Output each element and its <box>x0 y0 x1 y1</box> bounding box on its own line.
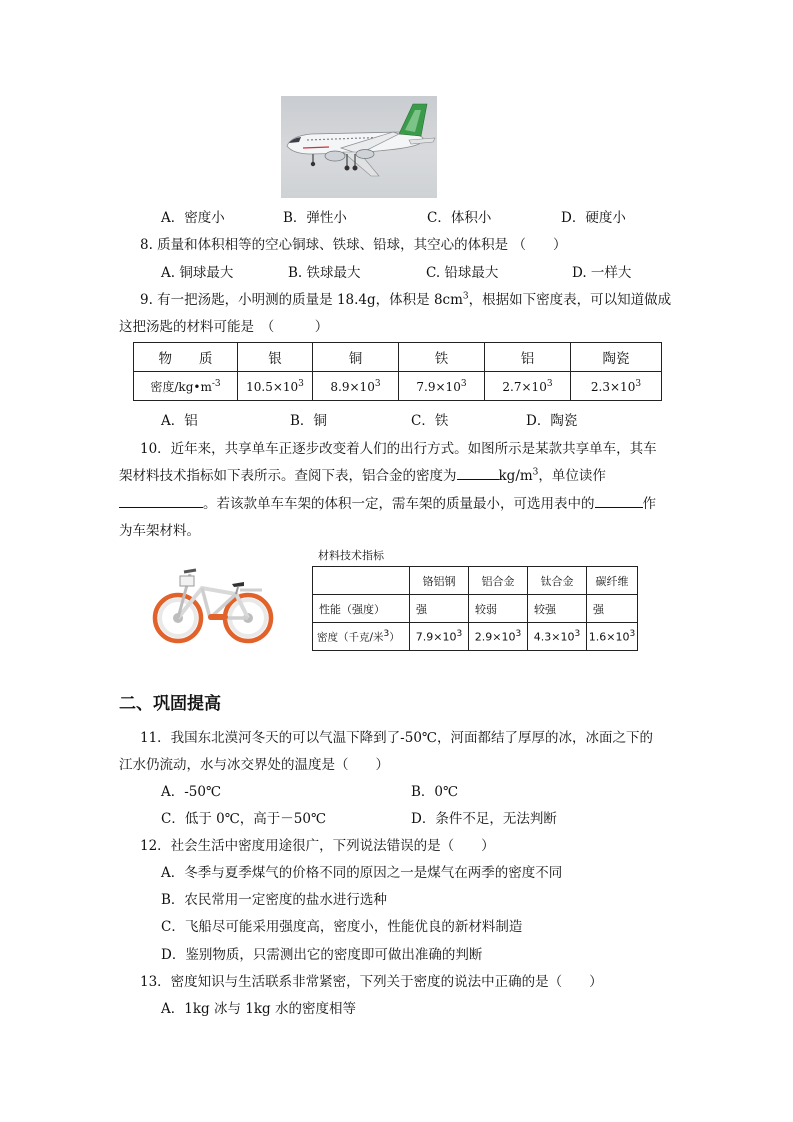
value-text: 7.9×10 <box>416 379 461 394</box>
q10-table-header-cell: 铬铝钢 <box>410 567 469 595</box>
value-sup: 3 <box>629 629 636 640</box>
section-heading: 二、巩固提高 <box>119 694 221 714</box>
q9-option-c: C．铁 <box>411 413 449 429</box>
q12-stem: 12．社会生活中密度用途很广，下列说法错误的是（ ） <box>140 838 495 854</box>
q8-option-b: B. 铁球最大 <box>288 265 361 281</box>
q9-option-b: B．铜 <box>290 413 327 429</box>
q8-option-c: C. 铅球最大 <box>426 265 499 281</box>
q10-table-corner-cell <box>313 567 410 595</box>
label-end: ） <box>389 631 400 644</box>
value-sup: 3 <box>515 629 522 640</box>
q10-table-strength-row <box>313 595 638 623</box>
airplane-photo <box>281 96 437 198</box>
q9-row-label-text: 密度/kg•m <box>150 379 212 394</box>
q9-table-row-label <box>134 372 238 401</box>
q9-density-table <box>133 342 662 401</box>
q9-table-value-cell <box>571 372 662 401</box>
q10-table-header-cell: 钛合金 <box>528 567 587 595</box>
q9-row-label-sup: -3 <box>211 378 221 389</box>
q10-line3-text-b: 作 <box>642 496 656 512</box>
q10-material-table <box>312 566 638 651</box>
q8-option-a: A. 铜球最大 <box>161 265 234 281</box>
q9-table-header-cell: 铝 <box>485 343 571 372</box>
q9-table-header-row <box>134 343 662 372</box>
q7-option-c: C．体积小 <box>427 210 492 226</box>
q9-table-value-cell <box>313 372 399 401</box>
q10-line2-text: 架材料技术指标如下表所示。查阅下表，铝合金的密度为 <box>119 468 457 484</box>
q9-option-d: D．陶瓷 <box>526 413 578 429</box>
q12-option-c: C．飞船尽可能采用强度高，密度小，性能优良的新材料制造 <box>161 919 523 935</box>
q12-option-a: A．冬季与夏季煤气的价格不同的原因之一是煤气在两季的密度不同 <box>161 865 563 881</box>
value-sup: 3 <box>456 629 463 640</box>
q9-table-value-cell <box>238 372 313 401</box>
q9-option-a: A．铝 <box>161 413 198 429</box>
value-sup: 3 <box>546 378 553 389</box>
q11-line2: 江水仍流动，水与冰交界处的温度是（ ） <box>119 757 389 773</box>
answer-blank[interactable] <box>457 465 499 480</box>
value-text: 8.9×10 <box>330 379 375 394</box>
q13-option-a: A．1kg 冰与 1kg 水的密度相等 <box>161 1001 356 1017</box>
q10-table-cell <box>528 623 587 651</box>
q9-table-header-cell: 物 质 <box>134 343 238 372</box>
q11-line1: 11．我国东北漠河冬天的可以气温下降到了-50℃，河面都结了厚厚的冰，冰面之下的 <box>140 730 654 746</box>
q10-table-row-label: 性能（强度） <box>313 595 410 623</box>
q10-table-cell: 强 <box>587 595 638 623</box>
q10-table-cell <box>410 623 469 651</box>
value-text: 7.9×10 <box>415 630 457 644</box>
q10-line4: 为车架材料。 <box>119 523 200 539</box>
q12-option-b: B．农民常用一定密度的盐水进行选种 <box>161 892 387 908</box>
q10-line1: 10．近年来，共享单车正逐步改变着人们的出行方式。如图所示是某款共享单车，其车 <box>140 441 657 457</box>
q11-option-b: B．0℃ <box>411 784 459 800</box>
q10-line2 <box>119 464 606 484</box>
q13-stem: 13．密度知识与生活联系非常紧密，下列关于密度的说法中正确的是（ ） <box>140 974 603 990</box>
q12-option-d: D．鉴别物质，只需测出它的密度即可做出准确的判断 <box>161 947 483 963</box>
q10-table-row-label <box>313 623 410 651</box>
q9-table-header-cell: 铜 <box>313 343 399 372</box>
q9-table-density-row <box>134 372 662 401</box>
bicycle-icon <box>150 560 276 646</box>
value-sup: 3 <box>460 378 467 389</box>
q10-unit-sup: 3 <box>532 467 539 478</box>
q9-stem-line2: 这把汤匙的材料可能是 （ ） <box>119 319 329 335</box>
label-text: 密度（千克/米 <box>317 631 384 644</box>
q9-table-header-cell: 铁 <box>399 343 485 372</box>
value-text: 2.3×10 <box>590 379 636 394</box>
q11-option-d: D．条件不足，无法判断 <box>411 811 557 827</box>
value-text: 2.7×10 <box>502 379 547 394</box>
q9-stem-text-b: ，根据如下密度表，可以知道做成 <box>468 292 672 308</box>
q10-table-header-row <box>313 567 638 595</box>
value-text: 2.9×10 <box>474 630 516 644</box>
q10-line2-text-b: ，单位读作 <box>538 468 606 484</box>
q9-table-header-cell: 银 <box>238 343 313 372</box>
q10-table-cell: 较强 <box>528 595 587 623</box>
label-sup: 3 <box>383 628 390 639</box>
q7-option-b: B．弹性小 <box>283 210 347 226</box>
q10-table-cell: 强 <box>410 595 469 623</box>
answer-blank[interactable] <box>595 493 643 508</box>
q7-option-a: A．密度小 <box>161 210 225 226</box>
value-sup: 3 <box>298 378 304 389</box>
q10-table-cell <box>587 623 638 651</box>
q10-line3 <box>119 492 656 512</box>
q11-option-a: A．-50℃ <box>161 784 222 800</box>
value-text: 10.5×10 <box>246 379 299 394</box>
q9-stem-text-a: 9. 有一把汤匙，小明测的质量是 18.4g，体积是 8cm <box>140 292 463 308</box>
q11-option-c: C．低于 0℃，高于－50℃ <box>161 811 327 827</box>
value-sup: 3 <box>635 378 642 389</box>
value-text: 1.6×10 <box>588 630 630 644</box>
q9-stem-sup: 3 <box>462 291 469 302</box>
q9-table-value-cell <box>399 372 485 401</box>
q10-table-header-cell: 碳纤维 <box>587 567 638 595</box>
q9-table-header-cell: 陶瓷 <box>571 343 662 372</box>
q9-table-value-cell <box>485 372 571 401</box>
q10-table-header-cell: 铝合金 <box>469 567 528 595</box>
q9-stem-line1 <box>140 288 671 308</box>
answer-blank[interactable] <box>119 493 203 508</box>
bicycle-illustration <box>150 560 276 646</box>
q8-option-d: D. 一样大 <box>572 265 632 281</box>
q10-unit: kg/m <box>498 468 533 484</box>
q10-table-density-row <box>313 623 638 651</box>
q7-option-d: D．硬度小 <box>561 210 626 226</box>
q10-table-title: 材料技术指标 <box>318 549 384 562</box>
q10-table-cell <box>469 623 528 651</box>
q10-table-cell: 较弱 <box>469 595 528 623</box>
airplane-icon <box>281 96 437 198</box>
value-sup: 3 <box>374 378 381 389</box>
value-sup: 3 <box>574 629 581 640</box>
value-text: 4.3×10 <box>533 630 575 644</box>
q10-line3-text: 。若该款单车车架的体积一定，需车架的质量最小，可选用表中的 <box>203 496 595 512</box>
q8-stem: 8. 质量和体积相等的空心铜球、铁球、铅球，其空心的体积是 （ ） <box>140 237 567 253</box>
